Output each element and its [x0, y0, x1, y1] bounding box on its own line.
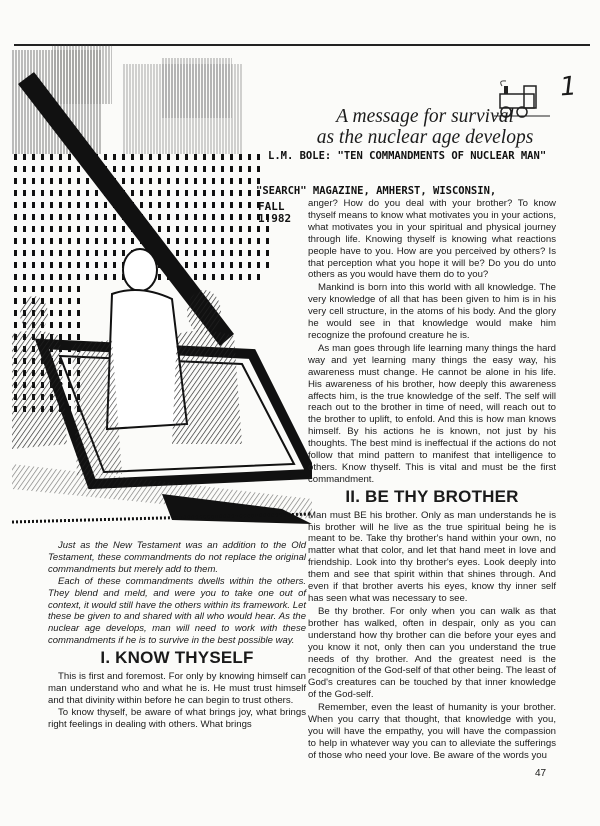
section-heading-know-thyself: I. KNOW THYSELF — [100, 648, 254, 668]
handwritten-season: FALL — [258, 200, 285, 213]
cityscape-illustration — [12, 44, 312, 534]
paragraph: Man must BE his brother. Only as man understands he is his brother will he live as the true spiritual being he is meant to be. Take thy brother's hand within your own, no matter what that color, and let that hand meet in love and friendship. Look into thy brother's eyes. Look deeply into them and see that spirit within that shines through. And even if that brother averts his eyes, know thy inner self has seen what was necessary to see. — [308, 509, 556, 604]
intro-paragraph: Just as the New Testament was an addition to the Old Testament, these commandments do not replace the original commandments but merely add to them. — [48, 540, 306, 575]
paragraph: Be thy brother. For only when you can walk as that brother has walked, often in despair, only as you can understand how thy brother can die before your eyes and you know it not, only then can you understand the true needs of thy brother. And the greatest need is the recognition of the God-self of that other being. The least of God's creatures can be touched by that inner knowledge of the God-self. — [308, 605, 556, 701]
handwritten-source-citation: "SEARCH" MAGAZINE, AMHERST, WISCONSIN, — [256, 185, 497, 197]
page-number: 47 — [535, 768, 547, 779]
handwritten-page-mark: 1 — [558, 71, 578, 103]
paragraph: Mankind is born into this world with all knowledge. The very knowledge of all that has been given to him is in his very cell structure, in the atoms of his body. And the glory he would see in that knowledge would make him recognize the profound creature he is. — [308, 282, 556, 341]
handwritten-year: 1.982 — [258, 212, 292, 225]
title-line-1: A message for survival — [336, 106, 514, 127]
intro-text — [48, 540, 306, 731]
paragraph: anger? How do you deal with your brother? To know thyself means to know what motivates you in your actions, what motivates you in your spiritual and physical journey through life. Knowing thyself is knowing what reactions people have to you. How are you perceived by others? Is that perception what you hope it will be? Do you do unto others as you would have them do to you? — [308, 198, 556, 281]
paragraph: To know thyself, be aware of what brings joy, what brings right feelings in dealing with others. What brings — [48, 706, 306, 730]
paragraph: This is first and foremost. For only by knowing himself can man understand who and what he is. He must trust himself and that divinity within before he can begin to trust others. — [48, 671, 306, 706]
intro-paragraph: Each of these commandments dwells within the others. They blend and meld, and were you to take one out of context, it would still have the others within its framework. Let these be given to and shared with all who would hear. As the nuclear age develops, man will need to work with these commandments if he is to survive in the best possible way. — [48, 575, 306, 647]
handwritten-author-citation: L.M. BOLE: "TEN COMMANDMENTS OF NUCLEAR MAN" — [268, 150, 547, 162]
article-title — [300, 106, 550, 148]
right-column-top — [308, 198, 556, 763]
section-heading-be-thy-brother: II. BE THY BROTHER — [345, 486, 519, 506]
paragraph: Remember, even the least of humanity is your brother. When you carry that thought, that knowledge with you, you will have the empathy, you will have the compassion to help in whatever way you can to alleviate the sufferings of those who need your love. Be aware of the words you — [308, 702, 556, 761]
title-line-2: as the nuclear age develops — [316, 127, 534, 148]
paragraph: As man goes through life learning many things the hard way and yet learning many things the easy way, his awareness must change. He cannot be alone in his life. His awareness of his brother, how deeply this awareness affects him, is the true knowledge of the self. The self will reach out to the brother in time of need, will reach out to the brother to uplift, to enfold. And this is how man knows himself. By his actions he is known, not just by his thoughts. The best mind is ineffectual if the actions do not follow that mind pattern to manifest that intelligence to others. Know thyself. This is vital and must be the first commandment. — [308, 342, 556, 485]
